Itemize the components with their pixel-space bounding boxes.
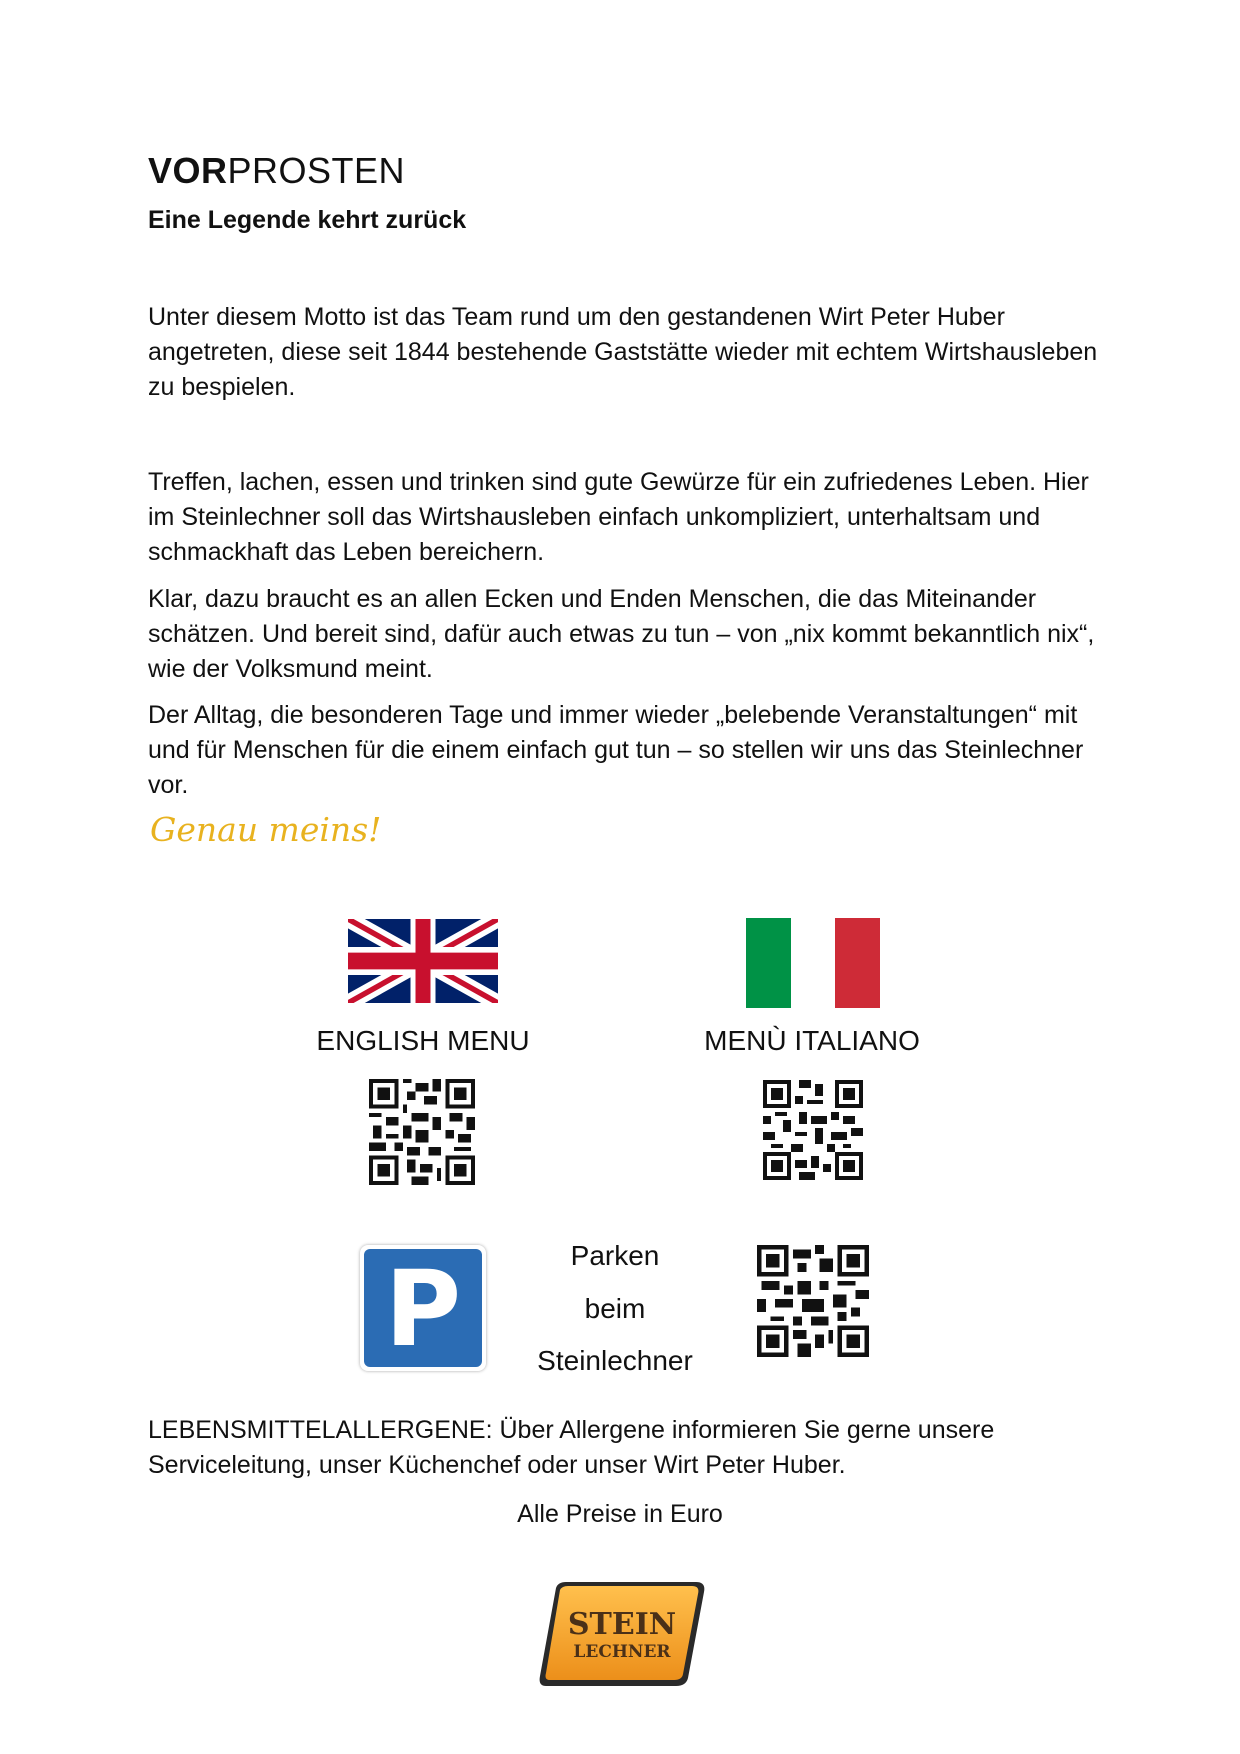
- intro-paragraph-4: Der Alltag, die besonderen Tage und immer wieder „belebende Veranstaltungen“ mit und für Menschen für die einem einfach gut tun – so stellen wir uns das Steinlechner vor.: [148, 701, 1084, 799]
- uk-flag-icon[interactable]: [348, 919, 498, 1003]
- steinlechner-logo: [536, 1580, 708, 1690]
- italy-flag-icon[interactable]: [746, 918, 880, 1008]
- parking-sign-icon: [360, 1245, 486, 1371]
- logo-line-2: LECHNER: [573, 1642, 671, 1662]
- parking-text-line-2: beim: [584, 1293, 646, 1324]
- italian-menu-qr-code-icon[interactable]: [763, 1080, 863, 1180]
- allergen-notice: LEBENSMITTELALLERGENE: Über Allergene informieren Sie gerne unsere Serviceleitung, unser Küchenchef oder unser Wirt Peter Huber.: [148, 1416, 995, 1479]
- title-bold-part: VOR: [148, 150, 228, 191]
- english-menu-label[interactable]: ENGLISH MENU: [316, 1025, 530, 1056]
- italian-menu-label[interactable]: MENÙ ITALIANO: [704, 1025, 920, 1056]
- intro-paragraph-1: Unter diesem Motto ist das Team rund um den gestandenen Wirt Peter Huber angetreten, diese seit 1844 bestehende Gaststätte wieder mit echtem Wirtshausleben zu bespielen.: [148, 303, 1098, 401]
- intro-paragraph-3: Klar, dazu braucht es an allen Ecken und Enden Menschen, die das Miteinander schätzen. Und bereit sind, dafür auch etwas zu tun – von „nix kommt bekanntlich nix“, wie der Volksmund meint.: [148, 585, 1095, 683]
- parking-sign-letter: P: [384, 1248, 462, 1370]
- title-rest-part: PROSTEN: [227, 150, 406, 191]
- page-title: [148, 150, 405, 192]
- intro-paragraph-2: Treffen, lachen, essen und trinken sind gute Gewürze für ein zufriedenes Leben. Hier im Steinlechner soll das Wirtshausleben einfach unkompliziert, unterhaltsam und schmackhaft das Leben bereichern.: [148, 468, 1089, 566]
- page-subtitle: Eine Legende kehrt zurück: [148, 206, 467, 234]
- price-note: Alle Preise in Euro: [517, 1500, 723, 1528]
- logo-line-1: STEIN: [567, 1607, 677, 1642]
- parking-qr-code-icon[interactable]: [757, 1245, 869, 1357]
- slogan: Genau meins!: [150, 810, 382, 849]
- english-menu-qr-code-icon[interactable]: [369, 1079, 475, 1185]
- parking-text-line-1: Parken: [570, 1240, 660, 1271]
- parking-text-line-3: Steinlechner: [537, 1345, 693, 1376]
